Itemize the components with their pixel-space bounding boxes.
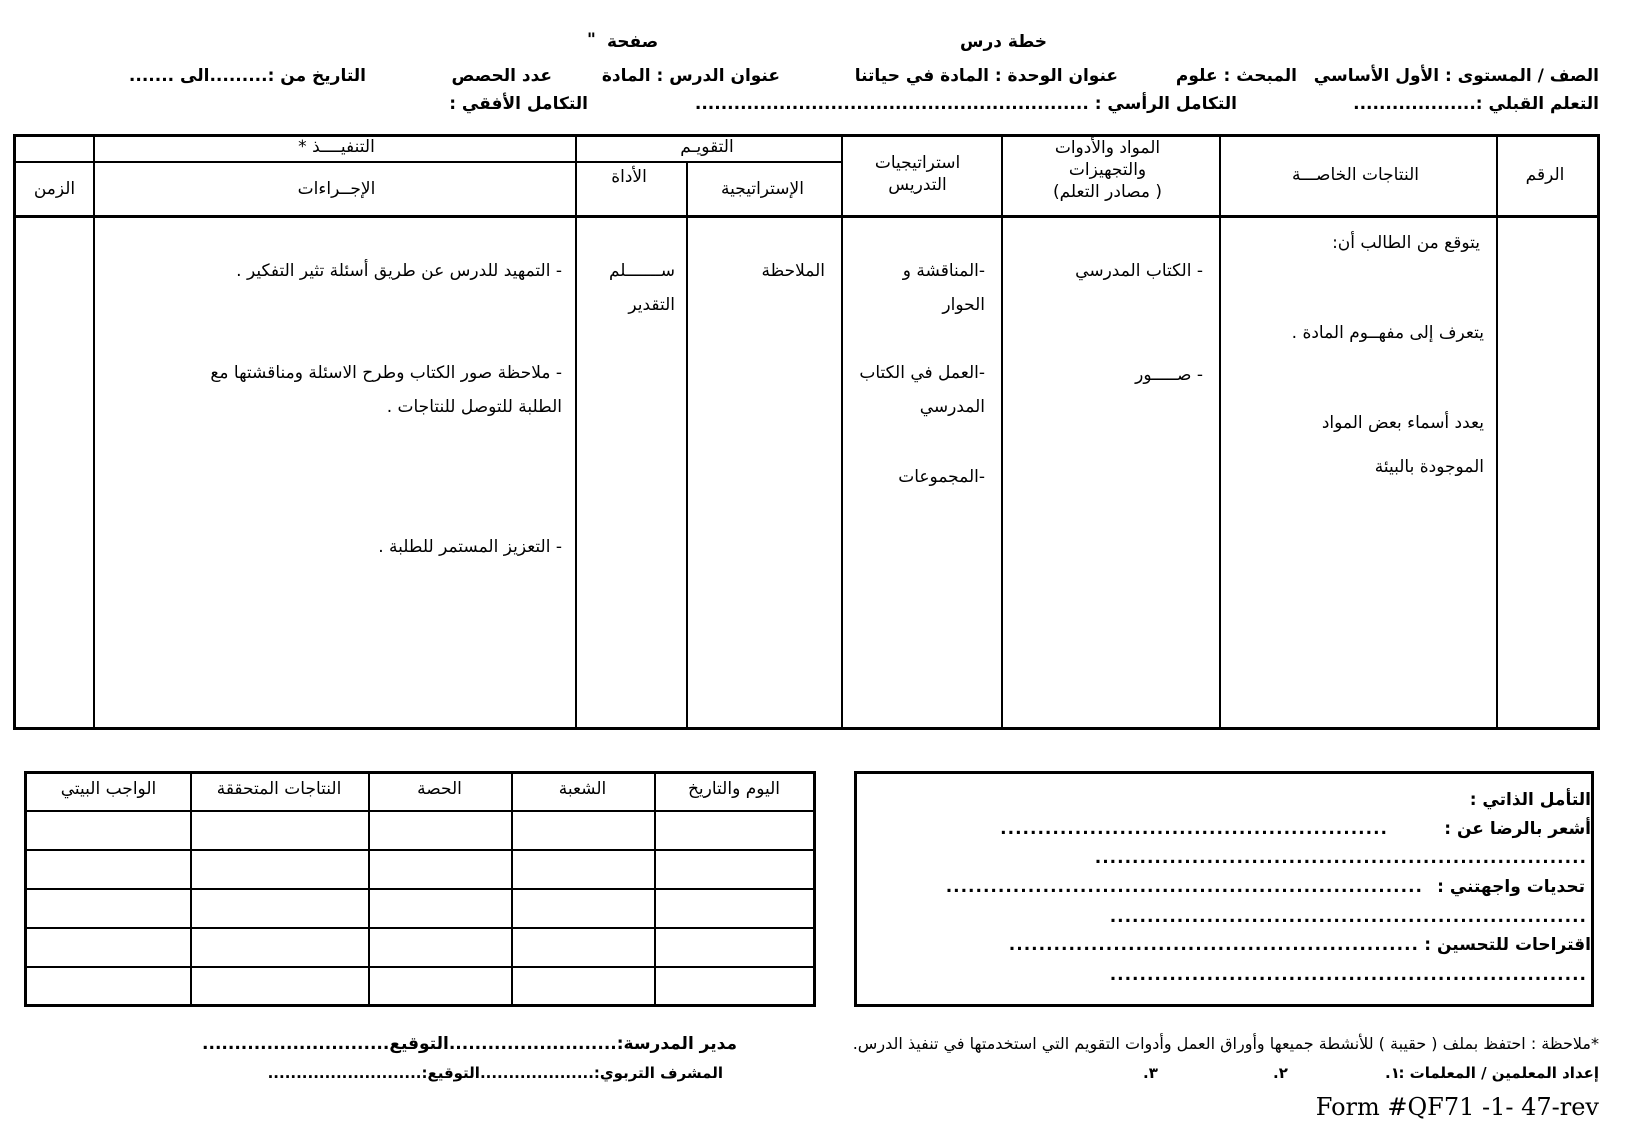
horizontal-integration: التكامل الأفقي : — [449, 94, 588, 114]
page-mark: " — [587, 30, 596, 50]
strategy-item: -المناقشة و الحوار — [902, 261, 985, 315]
date-range: التاريخ من :.........الى ....... — [128, 66, 366, 86]
reflection-line-4[interactable]: ................................................................ — [1109, 907, 1587, 927]
principal-signature: مدير المدرسة:..........................التوقيع............................. — [202, 1034, 737, 1054]
strategy-item: -العمل في الكتاب المدرسي — [859, 363, 985, 417]
subject: المبحث : علوم — [1175, 66, 1297, 86]
header-materials: المواد والأدوات والتجهيزات ( مصادر التعلم) — [1052, 138, 1163, 202]
unit-title: عنوان الوحدة : المادة في حياتنا — [854, 66, 1118, 86]
header-number: الرقم — [1525, 165, 1565, 185]
header-procedures: الإجــراءات — [297, 179, 376, 199]
eval-strategy-value: الملاحظة — [761, 261, 825, 281]
outcomes-intro: يتوقع من الطالب أن: — [1332, 233, 1480, 253]
reflection-satisfied-dots[interactable]: .................................................... — [1000, 819, 1388, 839]
followup-header-day-date: اليوم والتاريخ — [687, 779, 781, 799]
header-time: الزمن — [33, 179, 76, 199]
followup-header-section: الشعبة — [558, 779, 607, 799]
followup-header-homework: الواجب البيتي — [60, 779, 157, 799]
footer-note: *ملاحظة : احتفظ بملف ( حقيبة ) للأنشطة جميعها وأوراق العمل وأدوات التقويم التي استخدمتها في تنفيذ الدرس. — [852, 1034, 1599, 1053]
outcome-item: الموجودة بالبيئة — [1374, 457, 1484, 477]
reflection-challenges: تحديات واجهتني : — [1437, 877, 1585, 897]
vertical-integration: التكامل الرأسي : ............................................................. — [694, 94, 1237, 114]
outcome-item: يعدد أسماء بعض المواد — [1321, 413, 1484, 433]
page-title: خطة درس — [960, 32, 1048, 52]
procedure-item: - ملاحظة صور الكتاب وطرح الاسئلة ومناقشتها مع الطلبة للتوصل للنتاجات . — [210, 363, 562, 417]
teacher-number-2: ٢. — [1273, 1064, 1288, 1082]
procedure-item: - التمهيد للدرس عن طريق أسئلة تثير التفكير . — [236, 261, 562, 281]
supervisor-signature: المشرف التربوي:....................التوقيع:........................... — [267, 1064, 723, 1082]
prepared-by: إعداد المعلمين / المعلمات : — [1398, 1064, 1599, 1082]
reflection-suggestions-dots[interactable]: ....................................................... — [1008, 935, 1419, 955]
header-execution: التنفيــــذ * — [298, 137, 375, 157]
reflection-challenges-dots[interactable]: ................................................................ — [945, 877, 1423, 897]
lesson-title: عنوان الدرس : المادة — [601, 66, 780, 86]
material-item: - الكتاب المدرسي — [1075, 261, 1203, 281]
header-outcomes: النتاجات الخاصـــة — [1292, 165, 1419, 185]
reflection-satisfied: أشعر بالرضا عن : — [1444, 819, 1591, 839]
reflection-suggestions: اقتراحات للتحسين : — [1424, 935, 1591, 955]
teacher-number-3: ٣. — [1143, 1064, 1158, 1082]
grade-level: الصف / المستوى : الأول الأساسي — [1313, 66, 1599, 86]
header-eval-tool: الأداة — [611, 167, 647, 187]
eval-tool-value: ســـــــلم التقدير — [608, 261, 675, 315]
header-strategies: استراتيجيات التدريس — [874, 153, 961, 195]
header-eval-strategy: الإستراتيجية — [721, 179, 804, 199]
page-label: صفحة — [607, 32, 659, 52]
teacher-number-1: ١. — [1385, 1064, 1400, 1082]
followup-table — [24, 771, 816, 1007]
header-evaluation: التقويـم — [680, 137, 734, 157]
followup-header-period: الحصة — [417, 779, 462, 799]
reflection-line-6[interactable]: ................................................................ — [1109, 965, 1587, 985]
form-number: Form #QF71 -1- 47-rev — [1315, 1093, 1599, 1121]
reflection-line-2[interactable]: .................................................................. — [1094, 848, 1587, 868]
procedure-item: - التعزيز المستمر للطلبة . — [378, 537, 562, 557]
strategy-item: -المجموعات — [898, 467, 985, 487]
outcome-item: يتعرف إلى مفهــوم المادة . — [1291, 323, 1484, 343]
material-item: - صـــــور — [1135, 365, 1203, 385]
periods-count: عدد الحصص — [451, 66, 552, 86]
followup-header-outcomes: النتاجات المتحققة — [216, 779, 342, 799]
reflection-title: التأمل الذاتي : — [1469, 790, 1591, 810]
prior-learning: التعلم القبلي :................... — [1353, 94, 1599, 114]
